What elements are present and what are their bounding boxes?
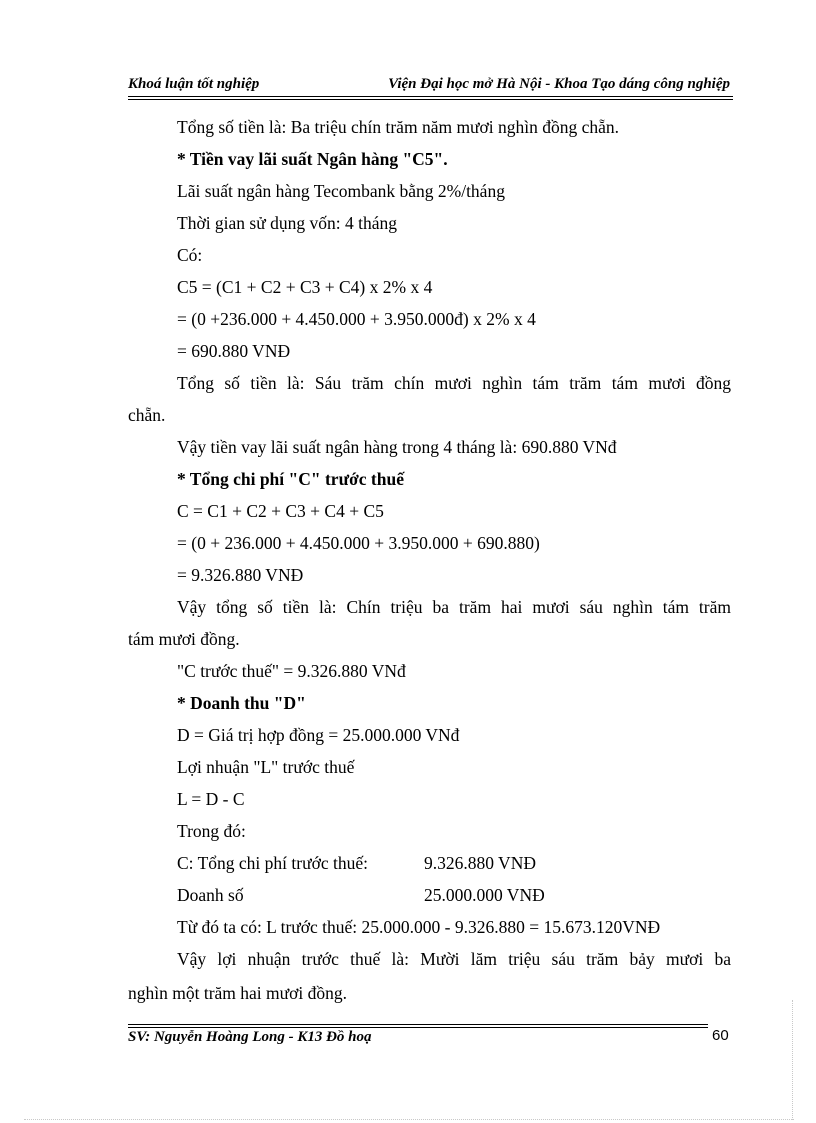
header-institution: Viện Đại học mở Hà Nội - Khoa Tạo dáng công nghiệp — [388, 76, 730, 92]
c5-formula: C5 = (C1 + C2 + C3 + C4) x 2% x 4 — [177, 277, 433, 297]
total-cost-formula: C = C1 + C2 + C3 + C4 + C5 — [177, 501, 384, 521]
c5-words-line2: chẵn. — [128, 405, 166, 425]
footer-author: SV: Nguyễn Hoàng Long - K13 Đồ hoạ — [128, 1029, 372, 1045]
c5-result: = 690.880 VNĐ — [177, 341, 291, 361]
header-thesis-title: Khoá luận tốt nghiệp — [128, 76, 260, 92]
header-rule-thin — [128, 99, 733, 100]
total-cost-words-line2: tám mươi đồng. — [128, 629, 240, 649]
footer-rule — [128, 1024, 708, 1025]
interest-rate-line: Lãi suất ngân hàng Tecombank bằng 2%/tháng — [177, 181, 505, 201]
total-cost-substitution: = (0 + 236.000 + 4.450.000 + 3.950.000 + 690.880) — [177, 533, 540, 553]
c5-substitution: = (0 +236.000 + 4.450.000 + 3.950.000đ) x 2% x 4 — [177, 309, 536, 329]
profit-calculation: Từ đó ta có: L trước thuế: 25.000.000 - 9.326.880 = 15.673.120VNĐ — [177, 917, 661, 937]
page-boundary-right — [792, 1000, 793, 1120]
cost-before-tax: "C trước thuế" = 9.326.880 VNđ — [177, 661, 406, 681]
page-number: 60 — [712, 1027, 729, 1044]
cost-value: 9.326.880 VNĐ — [424, 853, 536, 873]
footer-rule-thin — [128, 1027, 708, 1028]
total-cost-result: = 9.326.880 VNĐ — [177, 565, 304, 585]
profit-formula: L = D - C — [177, 789, 245, 809]
page-header — [128, 76, 732, 98]
profit-words-line1: Vậy lợi nhuận trước thuế là: Mười lăm triệu sáu trăm bảy mươi ba — [177, 949, 731, 969]
duration-line: Thời gian sử dụng vốn: 4 tháng — [177, 213, 397, 233]
total-amount-c4-words: Tổng số tiền là: Ba triệu chín trăm năm mươi nghìn đồng chẵn. — [177, 117, 620, 137]
sales-value: 25.000.000 VNĐ — [424, 885, 545, 905]
section-heading-revenue: * Doanh thu "D" — [177, 693, 306, 713]
cost-label: C: Tổng chi phí trước thuế: — [177, 853, 368, 873]
total-cost-words-line1: Vậy tổng số tiền là: Chín triệu ba trăm hai mươi sáu nghìn tám trăm — [177, 597, 731, 617]
c5-words-line1: Tổng số tiền là: Sáu trăm chín mươi nghìn tám trăm tám mươi đồng — [177, 373, 731, 393]
section-heading-c5: * Tiền vay lãi suất Ngân hàng "C5". — [177, 149, 448, 169]
where-label: Trong đó: — [177, 821, 246, 841]
section-heading-total-cost: * Tổng chi phí "C" trước thuế — [177, 469, 404, 489]
page-boundary-bottom — [24, 1119, 794, 1120]
sales-label: Doanh số — [177, 885, 244, 905]
profit-heading: Lợi nhuận "L" trước thuế — [177, 757, 355, 777]
revenue-line: D = Giá trị hợp đồng = 25.000.000 VNđ — [177, 725, 460, 745]
profit-words-line2: nghìn một trăm hai mươi đồng. — [128, 983, 347, 1003]
have-label: Có: — [177, 245, 203, 265]
c5-summary: Vậy tiền vay lãi suất ngân hàng trong 4 tháng là: 690.880 VNđ — [177, 437, 617, 457]
header-rule — [128, 96, 733, 97]
